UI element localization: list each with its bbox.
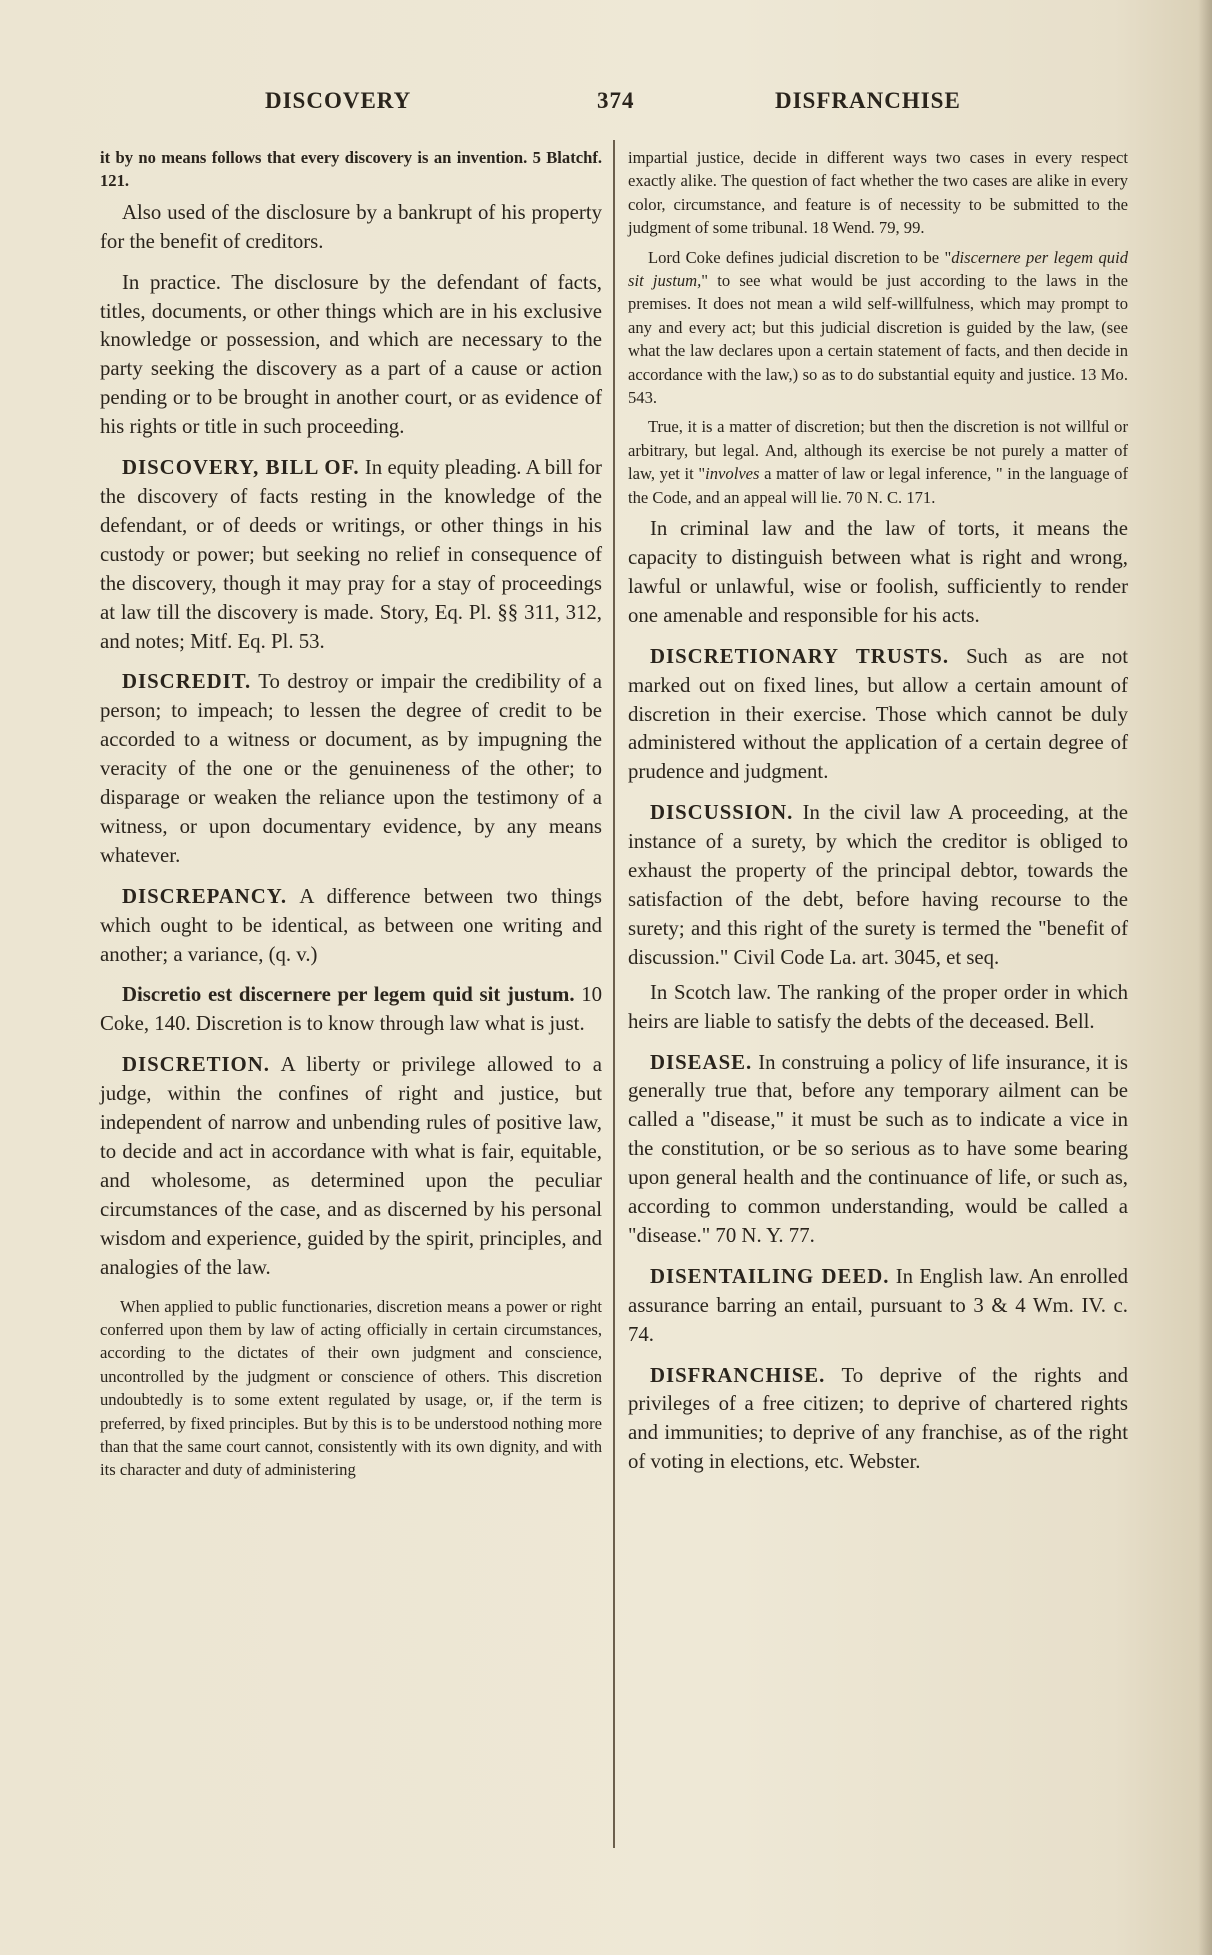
note-text: Lord Coke defines judicial discretion to be " — [648, 247, 952, 267]
entry-discretionary-trusts — [628, 643, 1128, 788]
paragraph-bankrupt: Also used of the disclosure by a bankrupt of his property for the benefit of creditors. — [100, 200, 602, 253]
entry-definition: In construing a policy of life insurance, it is generally true that, before any temporary ailment can be called a "disease," it must be such as to indicate a vice in the constitution, or be so serious as to have some bearing upon general health and the continuance of life, or such as, according to common understanding, would be called a "disease." 70 N. Y. 77. — [628, 1050, 1128, 1247]
entry-headword: DISEASE. — [650, 1050, 753, 1074]
left-column — [100, 146, 602, 1488]
entry-definition: In the civil law A proceeding, at the instance of a surety, by which the creditor is obliged to exhaust the property of the principal debtor, towards the satisfaction of the debt, before having recourse to the surety; and this right of the surety is termed the "benefit of discussion." Civil Code La. art. 3045, et seq. — [628, 801, 1129, 969]
entry-discretio-maxim — [100, 981, 602, 1039]
paragraph-practice: In practice. The disclosure by the defendant of facts, titles, documents, or other things which are in his exclusive knowledge or possession, and which are necessary to the party seeking the discovery as a part of a cause or action pending or to be brought in another court, or as evidence of his rights or title in such proceeding. — [100, 270, 602, 439]
entry-discrepancy — [100, 883, 602, 970]
entry-headword: DISCRETIONARY TRUSTS. — [650, 644, 950, 668]
paragraph-scotch-law: In Scotch law. The ranking of the proper order in which heirs are liable to satisfy the debts of the deceased. Bell. — [628, 980, 1128, 1033]
note-text: " to see what would be just according to the laws in the premises. It does not mean a wild self-willfulness, which may prompt to any and every act; but this judicial discretion is guided by the law, (see what the law declares upon a certain statement of facts, and then decide in accordance with the law,) so as to do substantial equity and justice. 13 Mo. 543. — [628, 271, 1128, 408]
entry-discretion — [100, 1051, 602, 1282]
paragraph-criminal-law: In criminal law and the law of torts, it means the capacity to distinguish between what is right and wrong, lawful or unlawful, wise or foolish, sufficiently to render one amenable and responsible for his acts. — [628, 517, 1128, 627]
entry-definition: Such as are not marked out on fixed lines, but allow a certain amount of discretion in their exercise. Those which cannot be duly administered without the application of a certain degree of prudence and judgment. — [628, 644, 1128, 784]
entry-disfranchise — [628, 1362, 1128, 1478]
entry-definition: A difference between two things which ought to be identical, as between one writing and another; a variance, (q. v.) — [100, 884, 602, 966]
entry-definition: To destroy or impair the credibility of a person; to impeach; to lessen the degree of credit to be accorded to a witness or document, as by impugning the veracity of the one or the genuineness of the other; to disparage or weaken the reliance upon the testimony of a witness, or upon documentary evidence, by any means whatever. — [100, 670, 602, 867]
entry-headword: DISFRANCHISE. — [650, 1363, 826, 1387]
page-number: 374 — [597, 88, 635, 113]
entry-headword: DISENTAILING DEED. — [650, 1264, 890, 1288]
note-italic-maxim: discernere per legem quid sit justum, — [628, 247, 1128, 291]
entry-discovery-bill-of — [100, 454, 602, 656]
discretion-note: When applied to public functionaries, discretion means a power or right conferred upon them by law of acting officially in certain circumstances, according to the dictates of their own judgment and conscience, uncontrolled by the judgment or conscience of others. This discretion undoubtedly is to some extent regulated by usage, or, if the term is preferred, by fixed principles. But by this is to be understood nothing more than that the same court cannot, consistently with its own dignity, and with its character and duty of administering — [100, 1296, 602, 1480]
maxim-translation: 10 Coke, 140. Discretion is to know through law what is just. — [100, 983, 603, 1036]
note-legal-discretion — [628, 415, 1128, 509]
continued-note: it by no means follows that every discovery is an invention. 5 Blatchf. 121. — [100, 148, 602, 191]
note-italic-word: involves — [705, 464, 760, 484]
entry-discredit — [100, 668, 602, 870]
right-column — [628, 146, 1128, 1489]
note-text: True, it is a matter of discretion; but then the discretion is not willful or arbitrary, but legal. And, although its exercise be not purely a matter of law, yet it " — [628, 417, 1128, 484]
entry-definition: A liberty or privilege allowed to a judge, within the confines of right and justice, but independent of narrow and unbending rules of positive law, to decide and act in accordance with what is fair, equitable, and wholesome, as determined upon the peculiar circumstances of the case, and as discerned by his personal wisdom and experience, guided by the spirit, principles, and analogies of the law. — [100, 1053, 602, 1279]
entry-disease — [628, 1049, 1128, 1251]
entry-headword: DISCREDIT. — [122, 670, 252, 694]
running-head — [0, 88, 1212, 120]
note-continued: impartial justice, decide in different ways two cases in every respect exactly alike. The question of fact whether the two cases are alike in every color, circumstance, and feature is of necessity to be submitted to the judgment of some tribunal. 18 Wend. 79, 99. — [628, 148, 1128, 238]
entry-disentailing-deed — [628, 1263, 1128, 1350]
entry-headword: DISCREPANCY. — [122, 884, 288, 908]
column-divider — [613, 140, 615, 1848]
header-first-word: DISCOVERY — [265, 88, 412, 113]
entry-definition: In equity pleading. A bill for the discovery of facts resting in the knowledge of the defendant, or of deeds or writings, or other things in his custody or power; but seeking no relief in consequence of the discovery, though it may pray for a stay of proceedings at law till the discovery is made. Story, Eq. Pl. §§ 311, 312, and notes; Mitf. Eq. Pl. 53. — [100, 456, 602, 653]
note-text: a matter of law or legal inference, " in the language of the Code, and an appeal will lie. 70 N. C. 171. — [628, 464, 1128, 507]
entry-headword: DISCRETION. — [122, 1053, 270, 1077]
entry-discussion — [628, 799, 1128, 972]
entry-definition: In English law. An enrolled assurance barring an entail, pursuant to 3 & 4 Wm. IV. c. 74. — [628, 1264, 1128, 1346]
header-last-word: DISFRANCHISE — [775, 88, 961, 113]
entry-headword: DISCUSSION. — [650, 801, 794, 825]
entry-headword: DISCOVERY, BILL OF. — [122, 456, 360, 480]
maxim-headword: Discretio est discernere per legem quid sit justum. — [122, 983, 575, 1007]
note-lord-coke — [628, 246, 1128, 410]
entry-definition: To deprive of the rights and privileges of a free citizen; to deprive of chartered rights and immunities; to deprive of any franchise, as of the right of voting in elections, etc. Webster. — [628, 1363, 1129, 1474]
